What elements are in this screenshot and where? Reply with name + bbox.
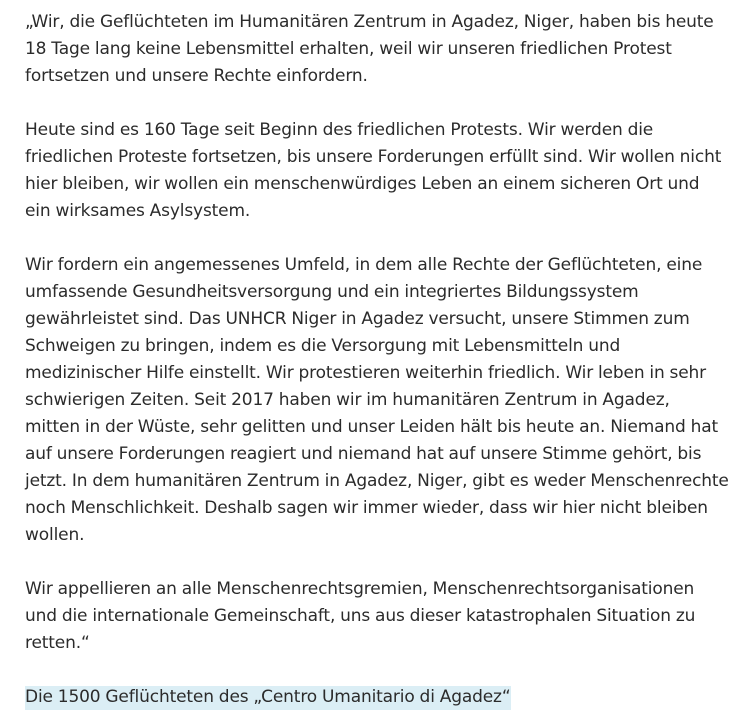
highlighted-signature[interactable]: Die 1500 Geflüchteten des „Centro Umanitario di Agadez“: [25, 686, 511, 710]
paragraph-food-protest: „Wir, die Geflüchteten im Humanitären Zentrum in Agadez, Niger, haben bis heute 18 Tage lang keine Lebensmittel erhalten, weil wir unseren friedlichen Protest fortsetzen und unsere Rechte einfordern.: [25, 12, 714, 86]
paragraph-appeal: Wir appellieren an alle Menschenrechtsgremien, Menschenrechtsorganisationen und die internationale Gemeinschaft, uns aus dieser katastrophalen Situation zu retten.“: [25, 579, 696, 653]
signature-line: [25, 684, 729, 711]
paragraph-demands: Wir fordern ein angemessenes Umfeld, in dem alle Rechte der Geflüchteten, eine umfassende Gesundheitsversorgung und ein integriertes Bildungssystem gewährleistet sind. Das UNHCR Niger in Agadez versucht, unsere Stimmen zum Schweigen zu bringen, indem es die Versorgung mit Lebensmitteln und medizinischer Hilfe einstellt. Wir protestieren weiterhin friedlich. Wir leben in sehr schwierigen Zeiten. Seit 2017 haben wir im humanitären Zentrum in Agadez, mitten in der Wüste, sehr gelitten und unser Leiden hält bis heute an. Niemand hat auf unsere Forderungen reagiert und niemand hat auf unsere Stimme gehört, bis jetzt. In dem humanitären Zentrum in Agadez, Niger, gibt es weder Menschenrechte noch Menschlichkeit. Deshalb sagen wir immer wieder, dass wir hier nicht bleiben wollen.: [25, 255, 729, 545]
paragraph-protest-duration: Heute sind es 160 Tage seit Beginn des friedlichen Protests. Wir werden die friedlichen Proteste fortsetzen, bis unsere Forderungen erfüllt sind. Wir wollen nicht hier bleiben, wir wollen ein menschenwürdiges Leben an einem sicheren Ort und ein wirksames Asylsystem.: [25, 120, 722, 221]
